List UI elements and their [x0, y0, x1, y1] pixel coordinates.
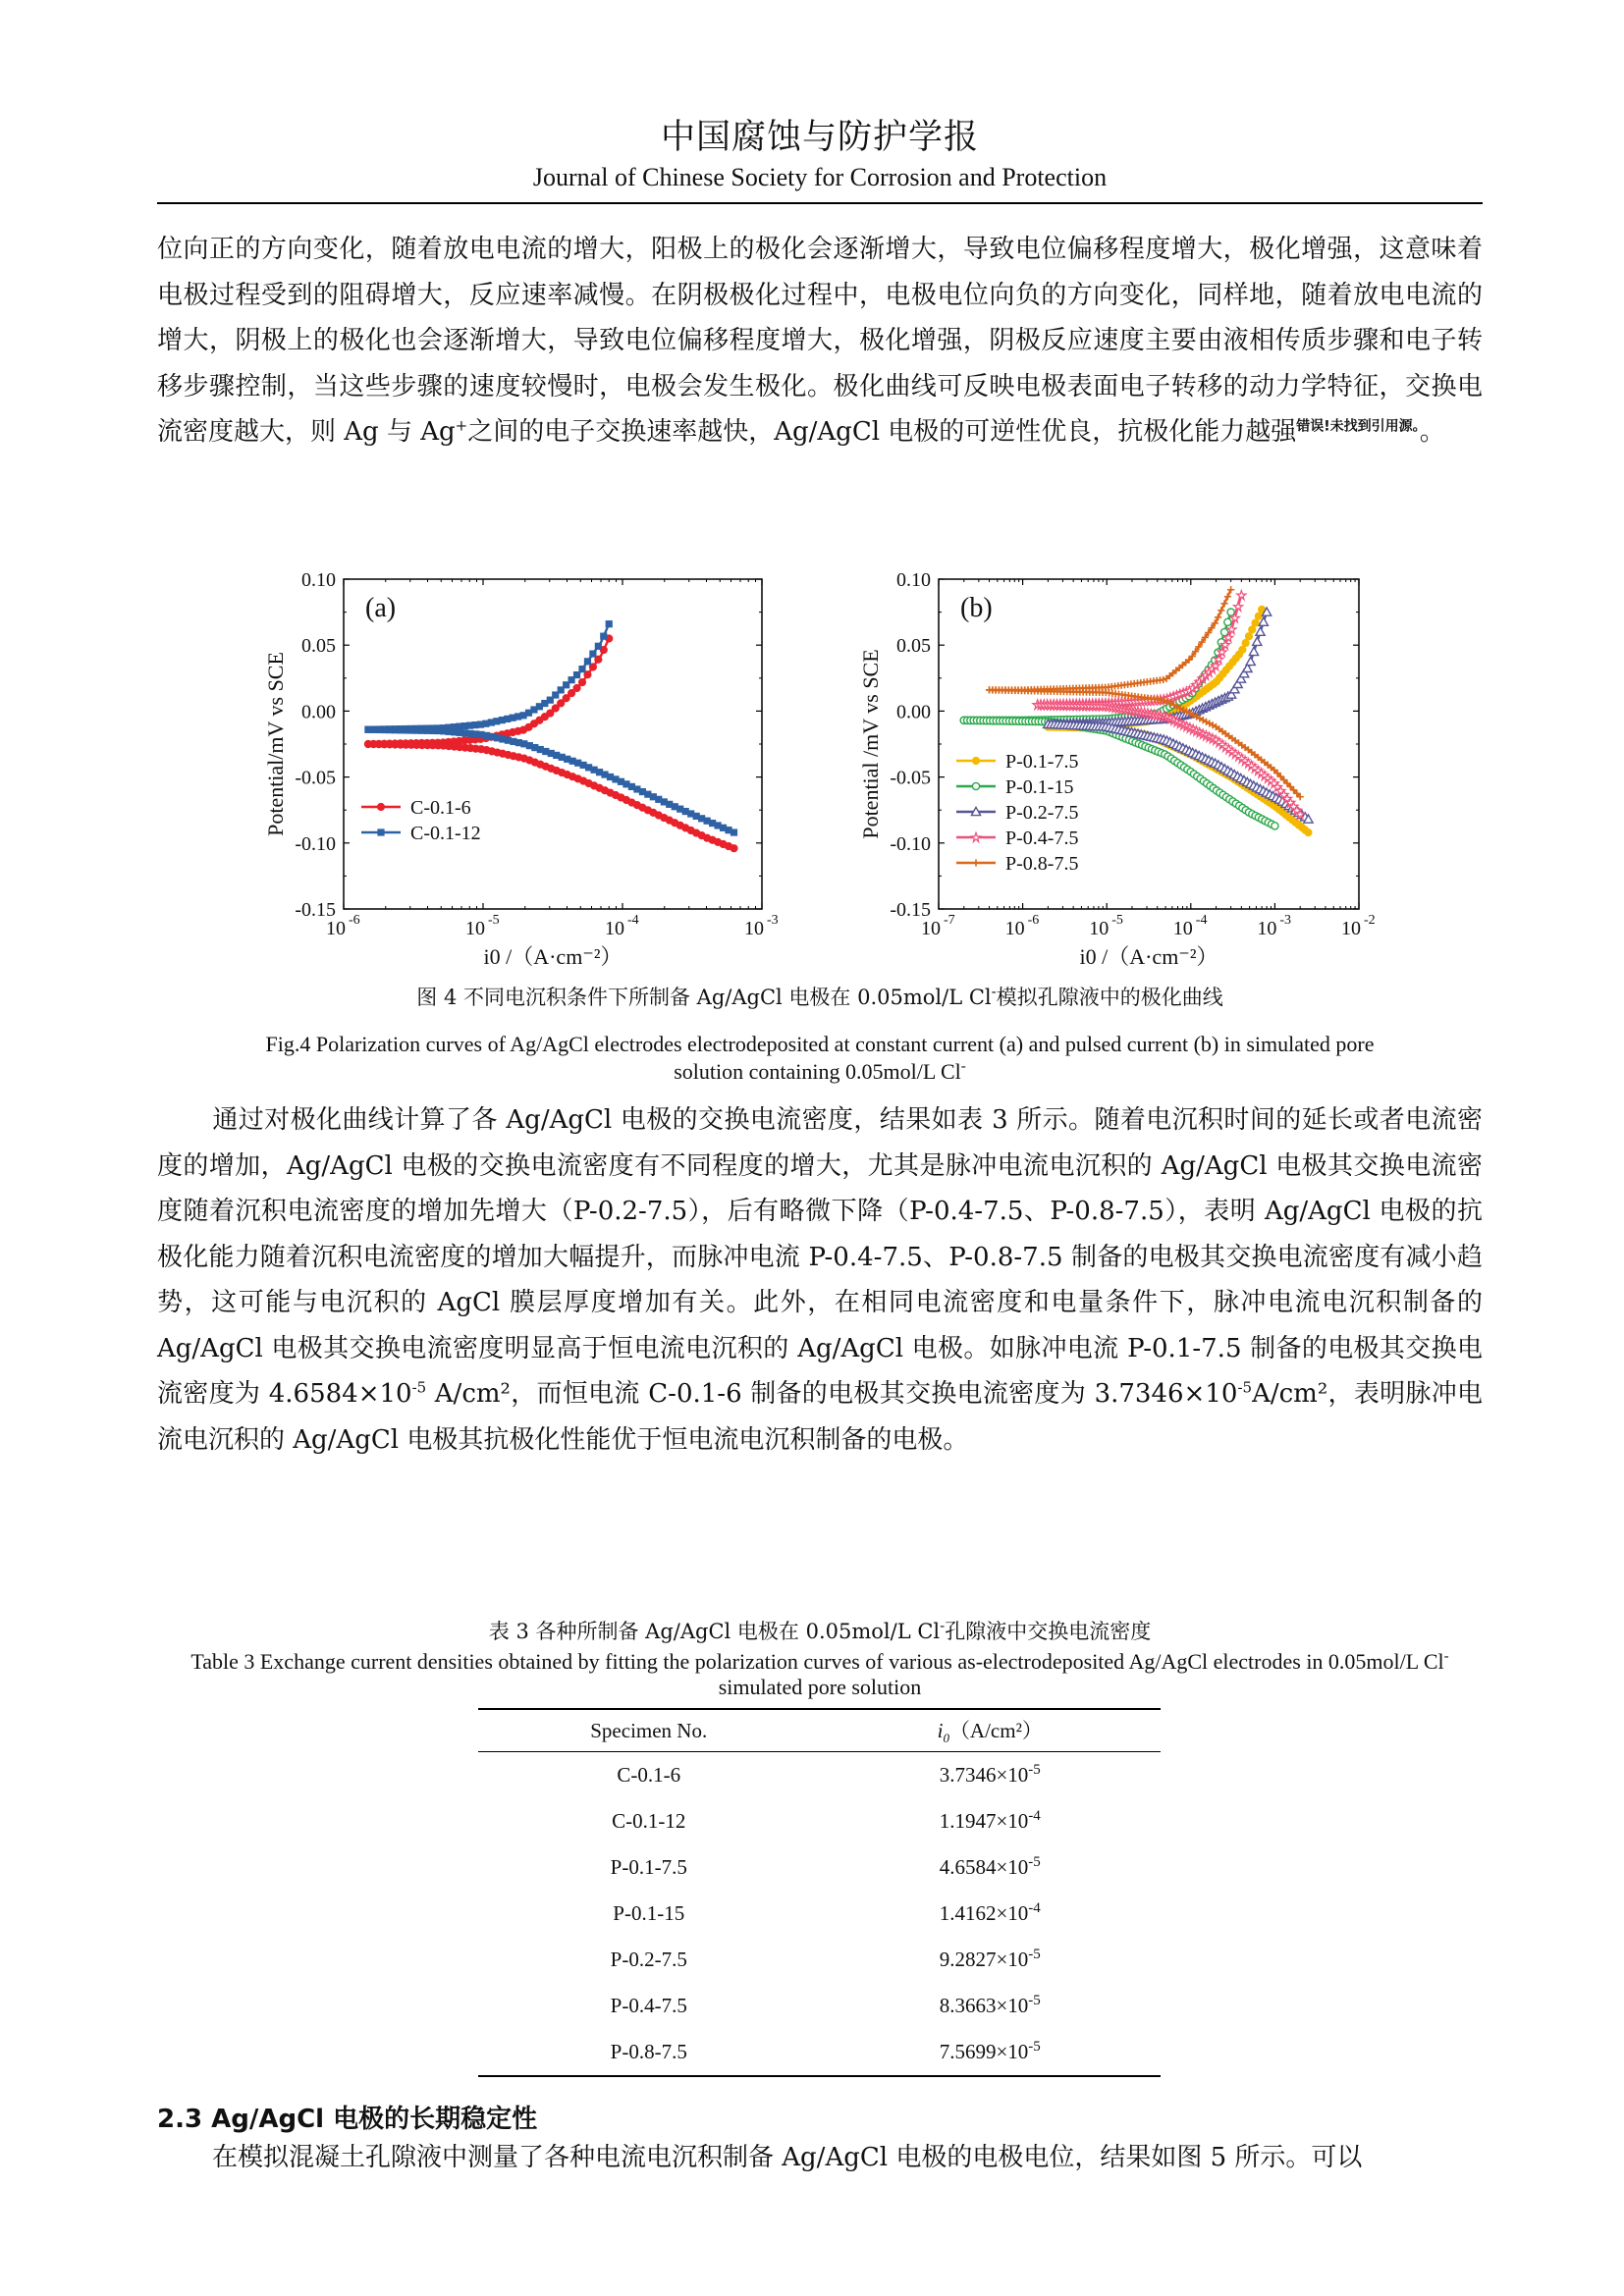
i0-subscript: 0 [943, 1731, 949, 1746]
paragraph-3 [157, 2135, 1483, 2181]
table-caption-cn-sup: - [940, 1617, 946, 1634]
exchange-current-table [478, 1708, 1161, 2077]
chart-b-svg [823, 561, 1412, 974]
figure-caption-cn [157, 982, 1483, 1011]
chart-a-ytick-label: -0.10 [295, 832, 336, 855]
chart-a-xtick-label: 10 [605, 918, 624, 939]
chart-b-xtick-label: 10 [1172, 918, 1193, 939]
i0-unit: （A/cm²） [948, 1718, 1043, 1742]
paragraph-1-text: 位向正的方向变化，随着放电电流的增大，阳极上的极化会逐渐增大，导致电位偏移程度增大，极化增强，这意味着电极过程受到的阻碍增大，反应速率减慢。在阴极极化过程中，电极电位向负的方向变化，同样地，随着放电电流的增大，阴极上的极化也会逐渐增大，导致电位偏移程度增大，极化增强，阴极反应速度主要由液相传质步骤和电子转移步骤控制，当这些步骤的速度较慢时，电极会发生极化。极化曲线可反映电极表面电子转移的动力学特征，交换电流密度越大，则 Ag 与 Ag [157, 235, 1483, 447]
reference-error: 错误!未找到引用源。 [1296, 418, 1420, 435]
header-rule [157, 202, 1483, 204]
table-cell-specimen: C-0.1-12 [612, 1809, 686, 1833]
chart-b-data-point [1256, 627, 1265, 635]
table-caption-cn [157, 1616, 1483, 1645]
chart-b-legend-marker [971, 832, 980, 841]
paragraph-1-text2: 之间的电子交换速率越快，Ag/AgCl 电极的可逆性优良，抗极化能力越强 [467, 417, 1297, 447]
chart-b-xtick-label: 10 [1089, 918, 1110, 939]
chart-b-data-point [1224, 593, 1231, 600]
i0-mantissa: 4.6584×10 [939, 1855, 1029, 1879]
chart-b-data-point [1246, 657, 1255, 665]
table-row [478, 2029, 1161, 2076]
paragraph-1-end: 。 [1419, 417, 1445, 447]
chart-b-data-point [1252, 619, 1259, 626]
chart-b-xlabel: i0 /（A·cm⁻²） [1079, 944, 1218, 969]
figure-caption-cn-sup: - [991, 983, 997, 1000]
chart-a-data-point [600, 633, 607, 640]
chart-b-ylabel: Potential /mV vs SCE [858, 649, 883, 839]
chart-a-xtick-exp: -6 [349, 913, 360, 928]
chart-a-xtick-exp: -5 [488, 913, 500, 928]
chart-a-data-point [731, 845, 737, 852]
paragraph-2 [157, 1097, 1483, 1463]
chart-a-data-point [606, 620, 613, 627]
i0-exponent: -4 [1028, 1900, 1041, 1916]
chart-b-ytick-label: 0.00 [896, 701, 931, 723]
chart-b-legend-label: P-0.1-7.5 [1005, 751, 1079, 773]
journal-title-cn: 中国腐蚀与防护学报 [660, 118, 979, 157]
chart-b-data-point [1249, 647, 1258, 655]
paragraph-1 [157, 227, 1483, 455]
chart-b-legend-label: P-0.2-7.5 [1005, 802, 1079, 824]
chart-a-panel-label: (a) [365, 593, 397, 623]
journal-header [157, 116, 1483, 192]
chart-b-legend-marker [972, 757, 979, 764]
chart-b-xtick-exp: -2 [1364, 913, 1376, 928]
chart-a-ylabel: Potential/mV vs SCE [263, 652, 288, 836]
i0-exponent: -5 [1028, 2039, 1041, 2055]
table-row [478, 1798, 1161, 1844]
table-header-specimen: Specimen No. [478, 1709, 820, 1752]
chart-b-legend-label: P-0.8-7.5 [1005, 853, 1079, 875]
table-caption-en-text: Table 3 Exchange current densities obtained by fitting the polarization curves of various as-electrodeposited Ag/AgCl electrodes in 0.05mol/L Cl [190, 1649, 1444, 1674]
table-caption-cn-end: 孔隙液中交换电流密度 [945, 1620, 1152, 1643]
chart-a-ytick-label: -0.15 [295, 899, 336, 921]
section-heading: 2.3 Ag/AgCl 电极的长期稳定性 [157, 2105, 538, 2134]
journal-title-en: Journal of Chinese Society for Corrosion and Protection [532, 163, 1108, 191]
chart-a-xtick-exp: -3 [767, 913, 779, 928]
chart-a-legend-marker [377, 803, 384, 810]
chart-a-ytick-label: 0.00 [301, 701, 336, 723]
paragraph-3-text: 在模拟混凝土孔隙液中测量了各种电流电沉积制备 Ag/AgCl 电极的电极电位，结果如图 5 所示。可以 [212, 2143, 1363, 2172]
i0-mantissa: 3.7346×10 [939, 1763, 1029, 1787]
table-caption-cn-text: 表 3 各种所制备 Ag/AgCl 电极在 0.05mol/L Cl [488, 1620, 941, 1643]
chart-a-legend-label: C-0.1-12 [410, 823, 481, 844]
table-cell-i0 [820, 1798, 1162, 1844]
chart-b-legend-label: P-0.4-7.5 [1005, 828, 1079, 849]
i0-exponent: -5 [1028, 1947, 1041, 1962]
table-cell-i0 [820, 1844, 1162, 1891]
chart-b-panel-label: (b) [960, 593, 993, 623]
paragraph-2-sup2: -5 [1237, 1378, 1253, 1397]
chart-b-series-line-anodic [990, 590, 1231, 690]
chart-a-ytick-label: 0.10 [301, 569, 336, 591]
chart-a-data-point [584, 658, 591, 665]
figure-caption-en-sup: - [960, 1058, 966, 1075]
chart-b-xtick-exp: -4 [1195, 913, 1208, 928]
table-cell-i0 [820, 1891, 1162, 1937]
chart-b-data-point [1239, 646, 1246, 653]
chart-b-ytick-label: -0.10 [890, 832, 931, 855]
chart-b-xtick-exp: -5 [1111, 913, 1123, 928]
figure-caption-cn-text: 图 4 不同电沉积条件下所制备 Ag/AgCl 电极在 0.05mol/L Cl [416, 986, 992, 1009]
chart-a-data-point [573, 684, 580, 691]
chart-b [823, 561, 1412, 978]
i0-exponent: -4 [1028, 1808, 1041, 1824]
chart-a-data-point [589, 650, 596, 657]
table-cell-i0 [820, 1937, 1162, 1983]
table-row [478, 1983, 1161, 2029]
chart-b-ytick-label: 0.10 [896, 569, 931, 591]
chart-b-data-point [1224, 618, 1231, 625]
paragraph-2-text-b: A/cm²，而恒电流 C-0.1-6 制备的电极其交换电流密度为 3.7346×10 [426, 1379, 1238, 1409]
table-cell-specimen: P-0.1-7.5 [610, 1855, 687, 1879]
chart-b-ytick-label: -0.15 [890, 899, 931, 921]
chart-b-legend-marker [972, 782, 979, 789]
chart-a-xtick-exp: -4 [627, 913, 639, 928]
chart-b-ytick-label: 0.05 [896, 635, 931, 658]
table-cell-i0 [820, 2029, 1162, 2076]
chart-a-xtick-label: 10 [465, 918, 485, 939]
i0-symbol: i [937, 1718, 944, 1742]
table-cell-specimen: P-0.4-7.5 [610, 1994, 687, 2017]
i0-exponent: -5 [1028, 1993, 1041, 2008]
i0-mantissa: 8.3663×10 [939, 1994, 1029, 2017]
chart-a-xtick-label: 10 [744, 918, 764, 939]
chart-a-legend-label: C-0.1-6 [410, 797, 471, 819]
chart-a [226, 561, 815, 978]
chart-b-data-point [1305, 828, 1312, 835]
chart-a-data-point [578, 678, 585, 685]
chart-b-xtick-label: 10 [1257, 918, 1277, 939]
table-header-i0 [820, 1709, 1162, 1752]
chart-a-data-point [578, 666, 585, 672]
i0-exponent: -5 [1028, 1854, 1041, 1870]
chart-b-data-point [1242, 639, 1249, 646]
chart-b-data-point [1255, 613, 1262, 619]
i0-exponent: -5 [1028, 1762, 1041, 1778]
paragraph-1-sup: + [455, 416, 468, 435]
chart-b-data-point [1249, 626, 1256, 633]
chart-b-xtick-exp: -3 [1279, 913, 1292, 928]
i0-mantissa: 9.2827×10 [939, 1948, 1029, 1971]
paragraph-2-text-c: A/cm²，表明脉冲电流电沉积的 Ag/AgCl 电极其抗极化性能优于恒电流电沉积制备的电极。 [157, 1379, 1484, 1455]
chart-b-legend-label: P-0.1-15 [1005, 776, 1074, 798]
chart-b-data-point [1227, 609, 1234, 615]
paragraph-2-text: 通过对极化曲线计算了各 Ag/AgCl 电极的交换电流密度，结果如表 3 所示。随着电沉积时间的延长或者电流密度的增加，Ag/AgCl 电极的交换电流密度有不同程度的增大，尤其是脉冲电流电沉积的 Ag/AgCl 电极其交换电流密度随着沉积电流密度的增加先增大（P-0.2-7.5），后有略微下降（P-0.4-7.5、P-0.8-7.5），表明 Ag/AgCl 电极的抗极化能力随着沉积电流密度的增加大幅提升，而脉冲电流 P-0.4-7.5、P-0.8-7.5 制备的电极其交换电流密度有减小趋势，这可能与电沉积的 AgCl 膜层厚度增加有关。此外，在相同电流密度和电量条件下，脉冲电流电沉积制备的 Ag/AgCl 电极其交换电流密度明显高于恒电流电沉积的 Ag/AgCl 电极。如脉冲电流 P-0.1-7.5 制备的电极其交换电流密度为 4.6584×10 [157, 1105, 1483, 1409]
chart-a-ytick-label: -0.05 [295, 767, 336, 789]
i0-mantissa: 7.5699×10 [939, 2040, 1029, 2063]
chart-a-xtick-label: 10 [326, 918, 346, 939]
table-header-row [478, 1709, 1161, 1752]
chart-b-data-point [1218, 607, 1224, 614]
chart-a-legend-marker [377, 828, 384, 835]
table-row [478, 1752, 1161, 1799]
table-caption-en-end: simulated pore solution [718, 1675, 922, 1699]
chart-b-ytick-label: -0.05 [890, 767, 931, 789]
table-cell-i0 [820, 1752, 1162, 1799]
figure-caption-cn-end: 模拟孔隙液中的极化曲线 [996, 986, 1223, 1009]
chart-a-svg [226, 561, 815, 974]
paragraph-2-sup1: -5 [411, 1378, 427, 1397]
table-caption-en-sup: - [1443, 1648, 1449, 1665]
chart-a-data-point [595, 643, 602, 650]
figure-caption-en [255, 1031, 1384, 1086]
table-row [478, 1937, 1161, 1983]
chart-b-data-point [1220, 600, 1227, 607]
chart-b-data-point [1253, 637, 1262, 645]
table-row [478, 1844, 1161, 1891]
chart-b-xtick-exp: -7 [944, 913, 955, 928]
chart-b-data-point [1220, 628, 1227, 635]
table-cell-i0 [820, 1983, 1162, 2029]
table-cell-specimen: P-0.1-15 [613, 1901, 685, 1925]
table-cell-specimen: C-0.1-6 [617, 1763, 681, 1787]
chart-a-ytick-label: 0.05 [301, 635, 336, 658]
chart-b-xtick-label: 10 [1341, 918, 1361, 939]
table-row [478, 1891, 1161, 1937]
figure-caption-en-text: Fig.4 Polarization curves of Ag/AgCl electrodes electrodeposited at constant current (a) and pulsed current (b) in simulated pore solution containing 0.05mol/L Cl [265, 1032, 1375, 1084]
chart-b-xtick-label: 10 [1004, 918, 1025, 939]
table-caption-en [157, 1649, 1483, 1700]
i0-mantissa: 1.4162×10 [939, 1901, 1029, 1925]
chart-a-xlabel: i0 /（A·cm⁻²） [483, 944, 623, 969]
chart-b-xtick-exp: -6 [1027, 913, 1040, 928]
i0-mantissa: 1.1947×10 [939, 1809, 1029, 1833]
chart-b-data-point [1227, 586, 1234, 593]
chart-a-data-point [731, 828, 737, 835]
chart-b-xtick-label: 10 [921, 918, 941, 939]
chart-b-data-point [1272, 823, 1278, 829]
table-cell-specimen: P-0.2-7.5 [610, 1948, 687, 1971]
table-cell-specimen: P-0.8-7.5 [478, 2029, 820, 2076]
chart-b-legend-marker [972, 859, 979, 866]
chart-b-data-point [1245, 633, 1252, 640]
